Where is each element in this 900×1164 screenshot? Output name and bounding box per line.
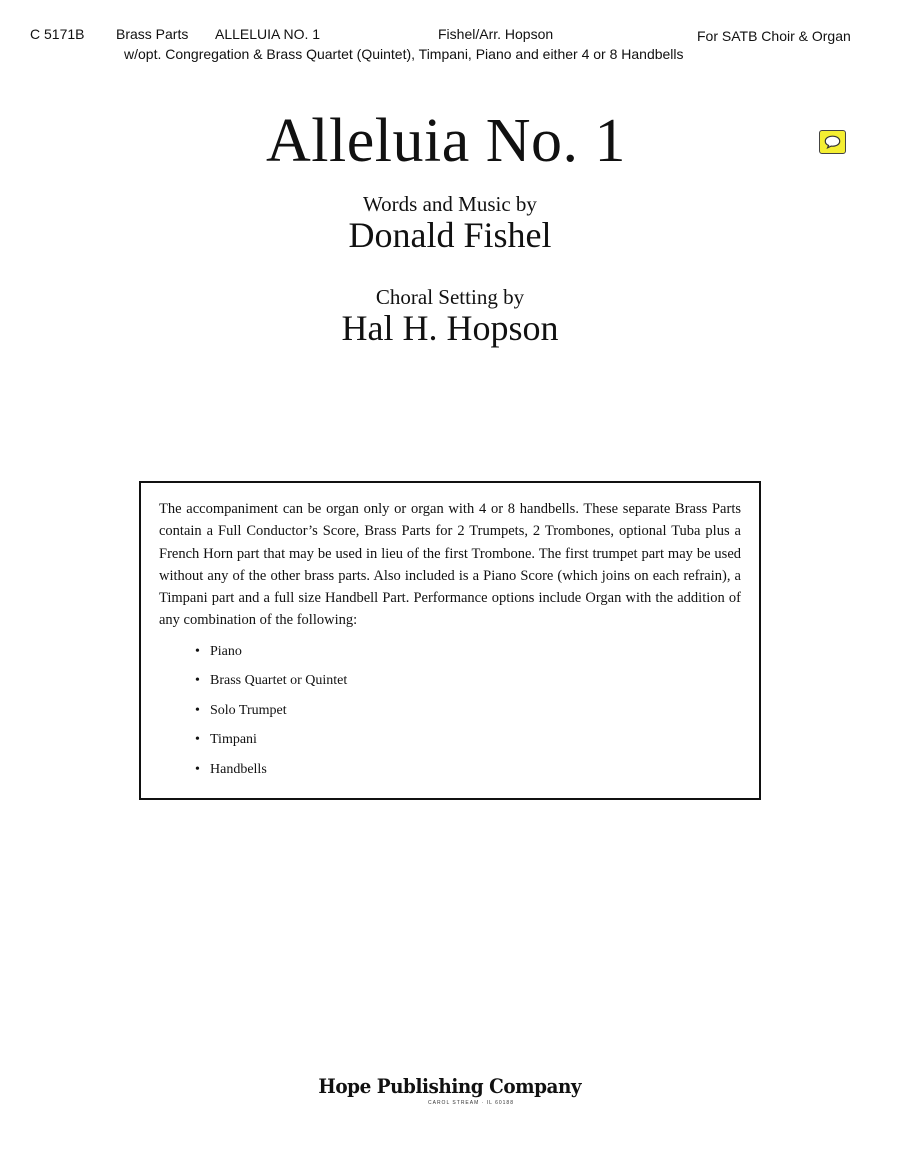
list-item [195,725,741,755]
header-attribution: Fishel/Arr. Hopson [438,26,554,42]
option-label: Handbells [210,761,267,777]
publisher-name: Hope Publishing Company [318,1074,582,1098]
performance-notes-box [139,481,761,800]
publisher-logo [0,1074,900,1106]
list-item [195,696,741,726]
parts-label: Brass Parts [116,26,189,42]
composer-name: Donald Fishel [348,215,552,255]
bullet-icon: • [195,732,200,748]
catalog-code: C 5171B [30,26,85,42]
header-voicing: For SATB Choir & Organ [697,28,851,44]
notes-paragraph: The accompaniment can be organ only or organ with 4 or 8 handbells. These separate Brass Parts contain a Full Conductor’s Score, Brass Parts for 2 Trumpets, 2 Trombones, optional Tuba plus a French Horn part that may be used in lieu of the first Trombone. The first trumpet part may be used without any of the other brass parts. Also included is a Piano Score (which joins on each refrain), a Timpani part and a full size Handbell Part. Performance options include Organ with the addition of any combination of the following: [159,501,741,629]
list-item [195,637,741,667]
bullet-icon: • [195,673,200,689]
bullet-icon: • [195,702,200,718]
arranger-name: Hal H. Hopson [341,308,559,348]
choral-setting-label: Choral Setting by [375,285,525,309]
option-label: Piano [210,643,242,659]
words-music-label: Words and Music by [363,192,537,216]
page-title: Alleluia No. 1 [266,107,626,175]
list-item [195,755,741,785]
bullet-icon: • [195,643,200,659]
publisher-location: CAROL STREAM · IL 60188 [428,1100,514,1106]
header-title: ALLELUIA NO. 1 [215,26,321,42]
list-item [195,666,741,696]
option-label: Solo Trumpet [210,702,287,718]
option-label: Timpani [210,732,257,748]
bullet-icon: • [195,761,200,777]
option-label: Brass Quartet or Quintet [210,673,348,689]
options-list [159,637,741,785]
header-subtitle: w/opt. Congregation & Brass Quartet (Quintet), Timpani, Piano and either 4 or 8 Handbells [124,46,684,62]
